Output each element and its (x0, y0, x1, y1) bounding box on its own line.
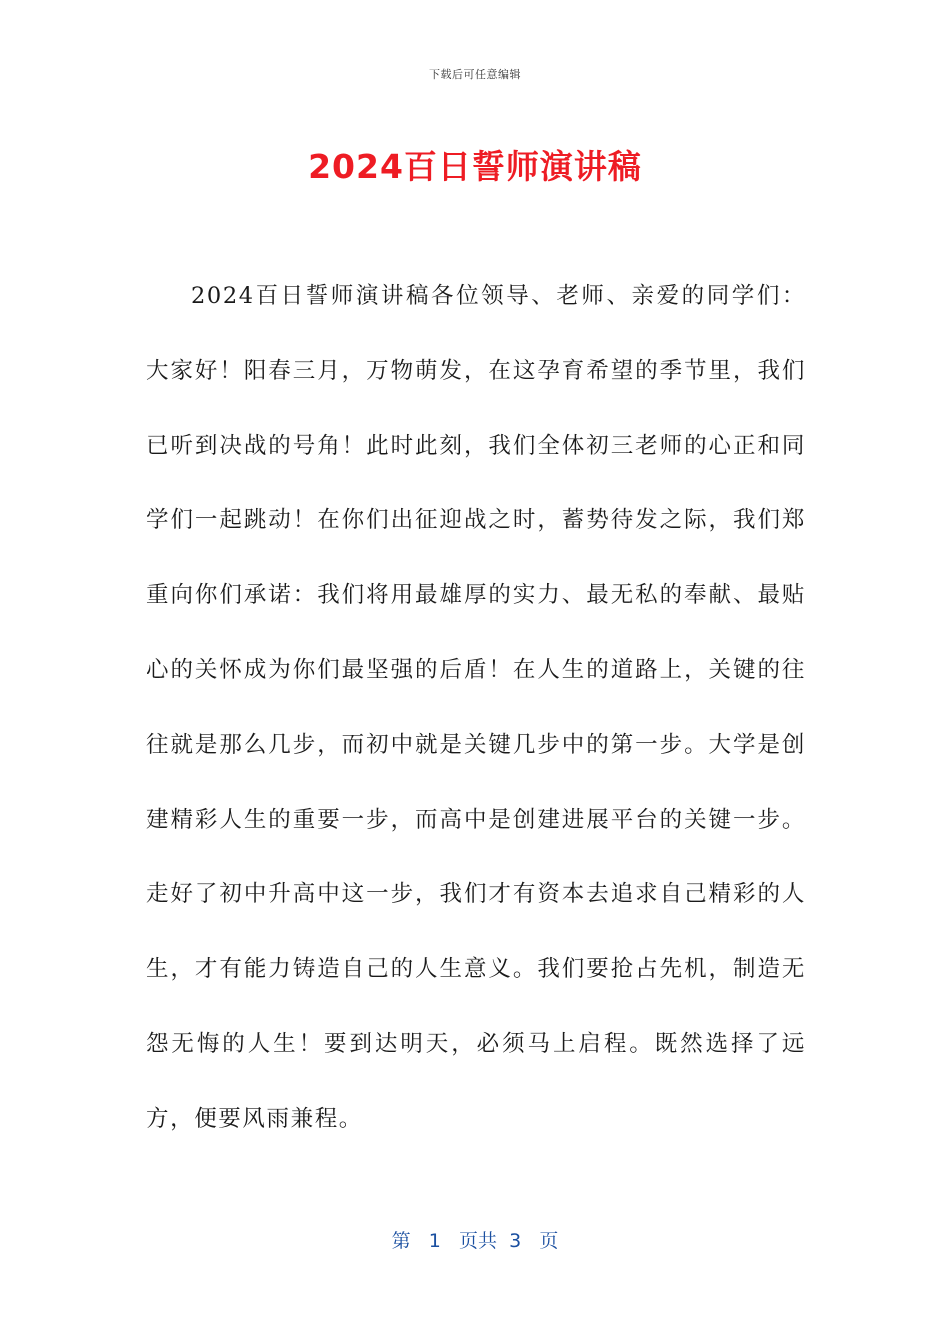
footer-mid: 页共 (459, 1230, 498, 1252)
footer-suffix: 页 (539, 1230, 559, 1252)
page-number-footer (0, 1226, 950, 1253)
document-title: 2024百日誓师演讲稿 (308, 147, 642, 186)
header-note: 下载后可任意编辑 (429, 68, 521, 81)
footer-prefix: 第 (391, 1230, 411, 1252)
footer-total-pages: 3 (509, 1230, 522, 1252)
body-paragraph: 2024百日誓师演讲稿各位领导、老师、亲爱的同学们：大家好！阳春三月，万物萌发，在这孕育希望的季节里，我们已听到决战的号角！此时此刻，我们全体初三老师的心正和同学们一起跳动！在你们出征迎战之时，蓄势待发之际，我们郑重向你们承诺：我们将用最雄厚的实力、最无私的奉献、最贴心的关怀成为你们最坚强的后盾！在人生的道路上，关键的往往就是那么几步，而初中就是关键几步中的第一步。大学是创建精彩人生的重要一步，而高中是创建进展平台的关键一步。走好了初中升高中这一步，我们才有资本去追求自己精彩的人生，才有能力铸造自己的人生意义。我们要抢占先机，制造无怨无悔的人生！要到达明天，必须马上启程。既然选择了远方，便要风雨兼程。 (146, 283, 806, 1132)
footer-current-page: 1 (428, 1230, 441, 1252)
